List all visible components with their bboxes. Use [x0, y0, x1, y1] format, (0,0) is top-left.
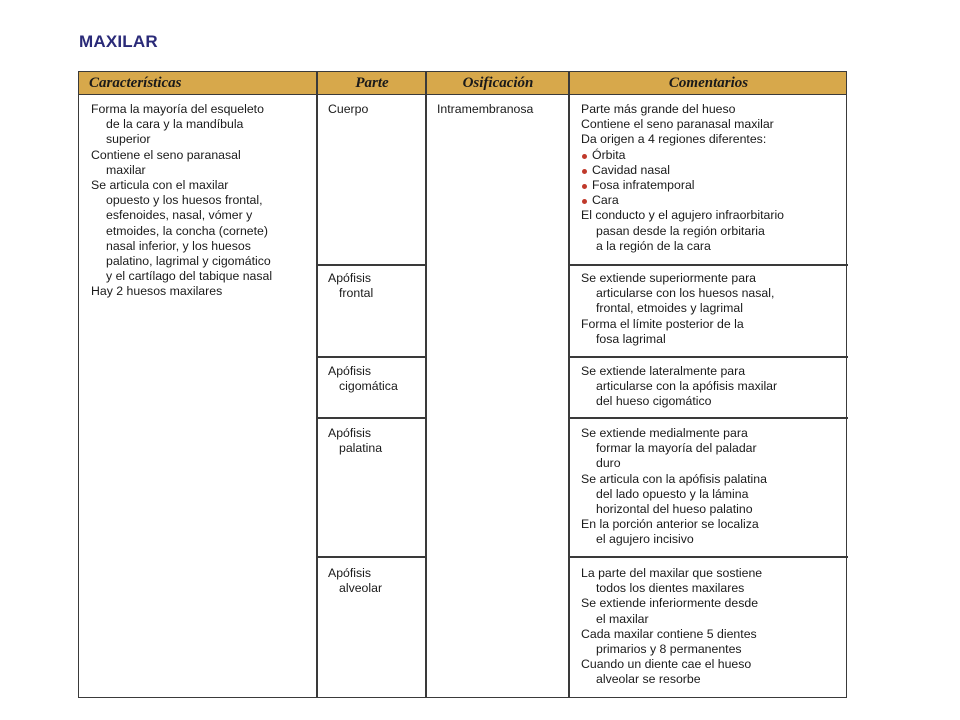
parte-label: Cuerpo — [328, 102, 369, 116]
parte-label: Apófisis — [328, 271, 372, 285]
caracteristicas-line: Se articula con el maxilar — [91, 178, 229, 193]
caracteristicas-line: y el cartílago del tabique nasal — [106, 269, 273, 284]
comentario-line: horizontal del hueso palatino — [596, 502, 753, 517]
header-caracteristicas: Características — [89, 75, 182, 91]
bullet-icon — [582, 169, 587, 174]
parte-cell-cuerpo — [328, 102, 368, 117]
table-header — [79, 72, 846, 95]
osificacion-value: Intramembranosa — [437, 102, 534, 116]
comentario-line: Se extiende inferiormente desde — [581, 596, 759, 611]
comentario-line: alveolar se resorbe — [596, 672, 701, 687]
comentario-line: pasan desde la región orbitaria — [596, 223, 765, 238]
row-divider — [316, 264, 426, 266]
bullet-icon — [582, 199, 587, 204]
comentarios-cell-cuerpo — [581, 102, 784, 254]
parte-label: frontal — [339, 286, 374, 301]
comentarios-cell-alveolar — [581, 566, 762, 688]
caracteristicas-line: Forma la mayoría del esqueleto — [91, 102, 264, 116]
comentarios-cell-frontal — [581, 271, 774, 347]
caracteristicas-line: Contiene el seno paranasal — [91, 147, 241, 162]
row-divider — [568, 556, 848, 558]
row-divider — [568, 356, 848, 358]
comentario-line: articularse con la apófisis maxilar — [596, 379, 778, 394]
comentario-line: En la porción anterior se localiza — [581, 517, 759, 532]
caracteristicas-line: Hay 2 huesos maxilares — [91, 284, 223, 299]
osificacion-cell — [437, 102, 533, 117]
parte-label: Apófisis — [328, 364, 372, 378]
column-divider — [425, 72, 427, 697]
comentario-line: Forma el límite posterior de la — [581, 316, 744, 331]
parte-label: alveolar — [339, 581, 383, 596]
parte-label: cigomática — [339, 379, 398, 394]
caracteristicas-line: superior — [106, 132, 151, 147]
comentario-line: El conducto y el agujero infraorbitario — [581, 208, 785, 223]
parte-label: Apófisis — [328, 566, 372, 580]
comentario-bullet-text: Cara — [592, 193, 619, 208]
header-osificacion: Osificación — [462, 75, 534, 91]
comentario-line: articularse con los huesos nasal, — [596, 286, 775, 301]
comentario-line: Da origen a 4 regiones diferentes: — [581, 132, 767, 147]
comentario-line: Se extiende medialmente para — [581, 426, 748, 440]
row-divider — [316, 556, 426, 558]
comentario-line: del hueso cigomático — [596, 394, 712, 409]
comentario-line: formar la mayoría del paladar — [596, 441, 757, 456]
row-divider — [316, 356, 426, 358]
page-title: MAXILAR — [79, 32, 158, 51]
parte-cell-frontal — [328, 271, 373, 301]
caracteristicas-cell — [91, 102, 272, 300]
list-item — [581, 163, 784, 178]
row-divider — [316, 417, 426, 419]
comentario-line: Cuando un diente cae el hueso — [581, 657, 752, 672]
comentario-line: del lado opuesto y la lámina — [596, 486, 749, 501]
comentario-line: el maxilar — [596, 611, 649, 626]
header-parte: Parte — [355, 75, 389, 91]
comentarios-cell-palatina — [581, 426, 767, 548]
comentario-line: Cada maxilar contiene 5 dientes — [581, 626, 757, 641]
row-divider — [568, 264, 848, 266]
comentarios-cell-cigomatica — [581, 364, 777, 410]
comentario-line: todos los dientes maxilares — [596, 581, 745, 596]
list-item — [581, 178, 784, 193]
comentario-line: el agujero incisivo — [596, 532, 694, 547]
comentario-bullet-text: Cavidad nasal — [592, 162, 670, 177]
column-divider — [568, 72, 570, 697]
comentario-bullet-text: Órbita — [592, 147, 626, 162]
comentario-line: Se extiende superiormente para — [581, 271, 756, 285]
bullet-icon — [582, 154, 587, 159]
comentario-line: Parte más grande del hueso — [581, 102, 736, 116]
comentario-line: primarios y 8 permanentes — [596, 642, 742, 657]
caracteristicas-line: etmoides, la concha (cornete) — [106, 223, 268, 238]
bullet-icon — [582, 184, 587, 189]
parte-label: palatina — [339, 441, 383, 456]
parte-cell-alveolar — [328, 566, 382, 596]
comentario-line: frontal, etmoides y lagrimal — [596, 301, 743, 316]
column-divider — [316, 72, 318, 697]
caracteristicas-line: palatino, lagrimal y cigomático — [106, 254, 271, 269]
comentario-line: Contiene el seno paranasal maxilar — [581, 117, 774, 132]
list-item — [581, 193, 784, 208]
caracteristicas-line: de la cara y la mandíbula — [106, 117, 244, 132]
comentario-line: Se articula con la apófisis palatina — [581, 471, 767, 486]
parte-label: Apófisis — [328, 426, 372, 440]
row-divider — [568, 417, 848, 419]
caracteristicas-line: maxilar — [106, 162, 146, 177]
comentario-line: duro — [596, 456, 621, 471]
comentario-line: Se extiende lateralmente para — [581, 364, 746, 378]
parte-cell-cigomatica — [328, 364, 398, 394]
parte-cell-palatina — [328, 426, 382, 456]
caracteristicas-line: esfenoides, nasal, vómer y — [106, 208, 253, 223]
comentario-line: fosa lagrimal — [596, 331, 666, 346]
maxilar-table — [78, 71, 847, 698]
caracteristicas-line: opuesto y los huesos frontal, — [106, 193, 263, 208]
header-comentarios: Comentarios — [668, 75, 749, 91]
comentario-bullet-text: Fosa infratemporal — [592, 178, 695, 193]
comentario-line: a la región de la cara — [596, 238, 711, 253]
list-item — [581, 148, 784, 163]
comentario-line: La parte del maxilar que sostiene — [581, 566, 763, 580]
caracteristicas-line: nasal inferior, y los huesos — [106, 238, 251, 253]
